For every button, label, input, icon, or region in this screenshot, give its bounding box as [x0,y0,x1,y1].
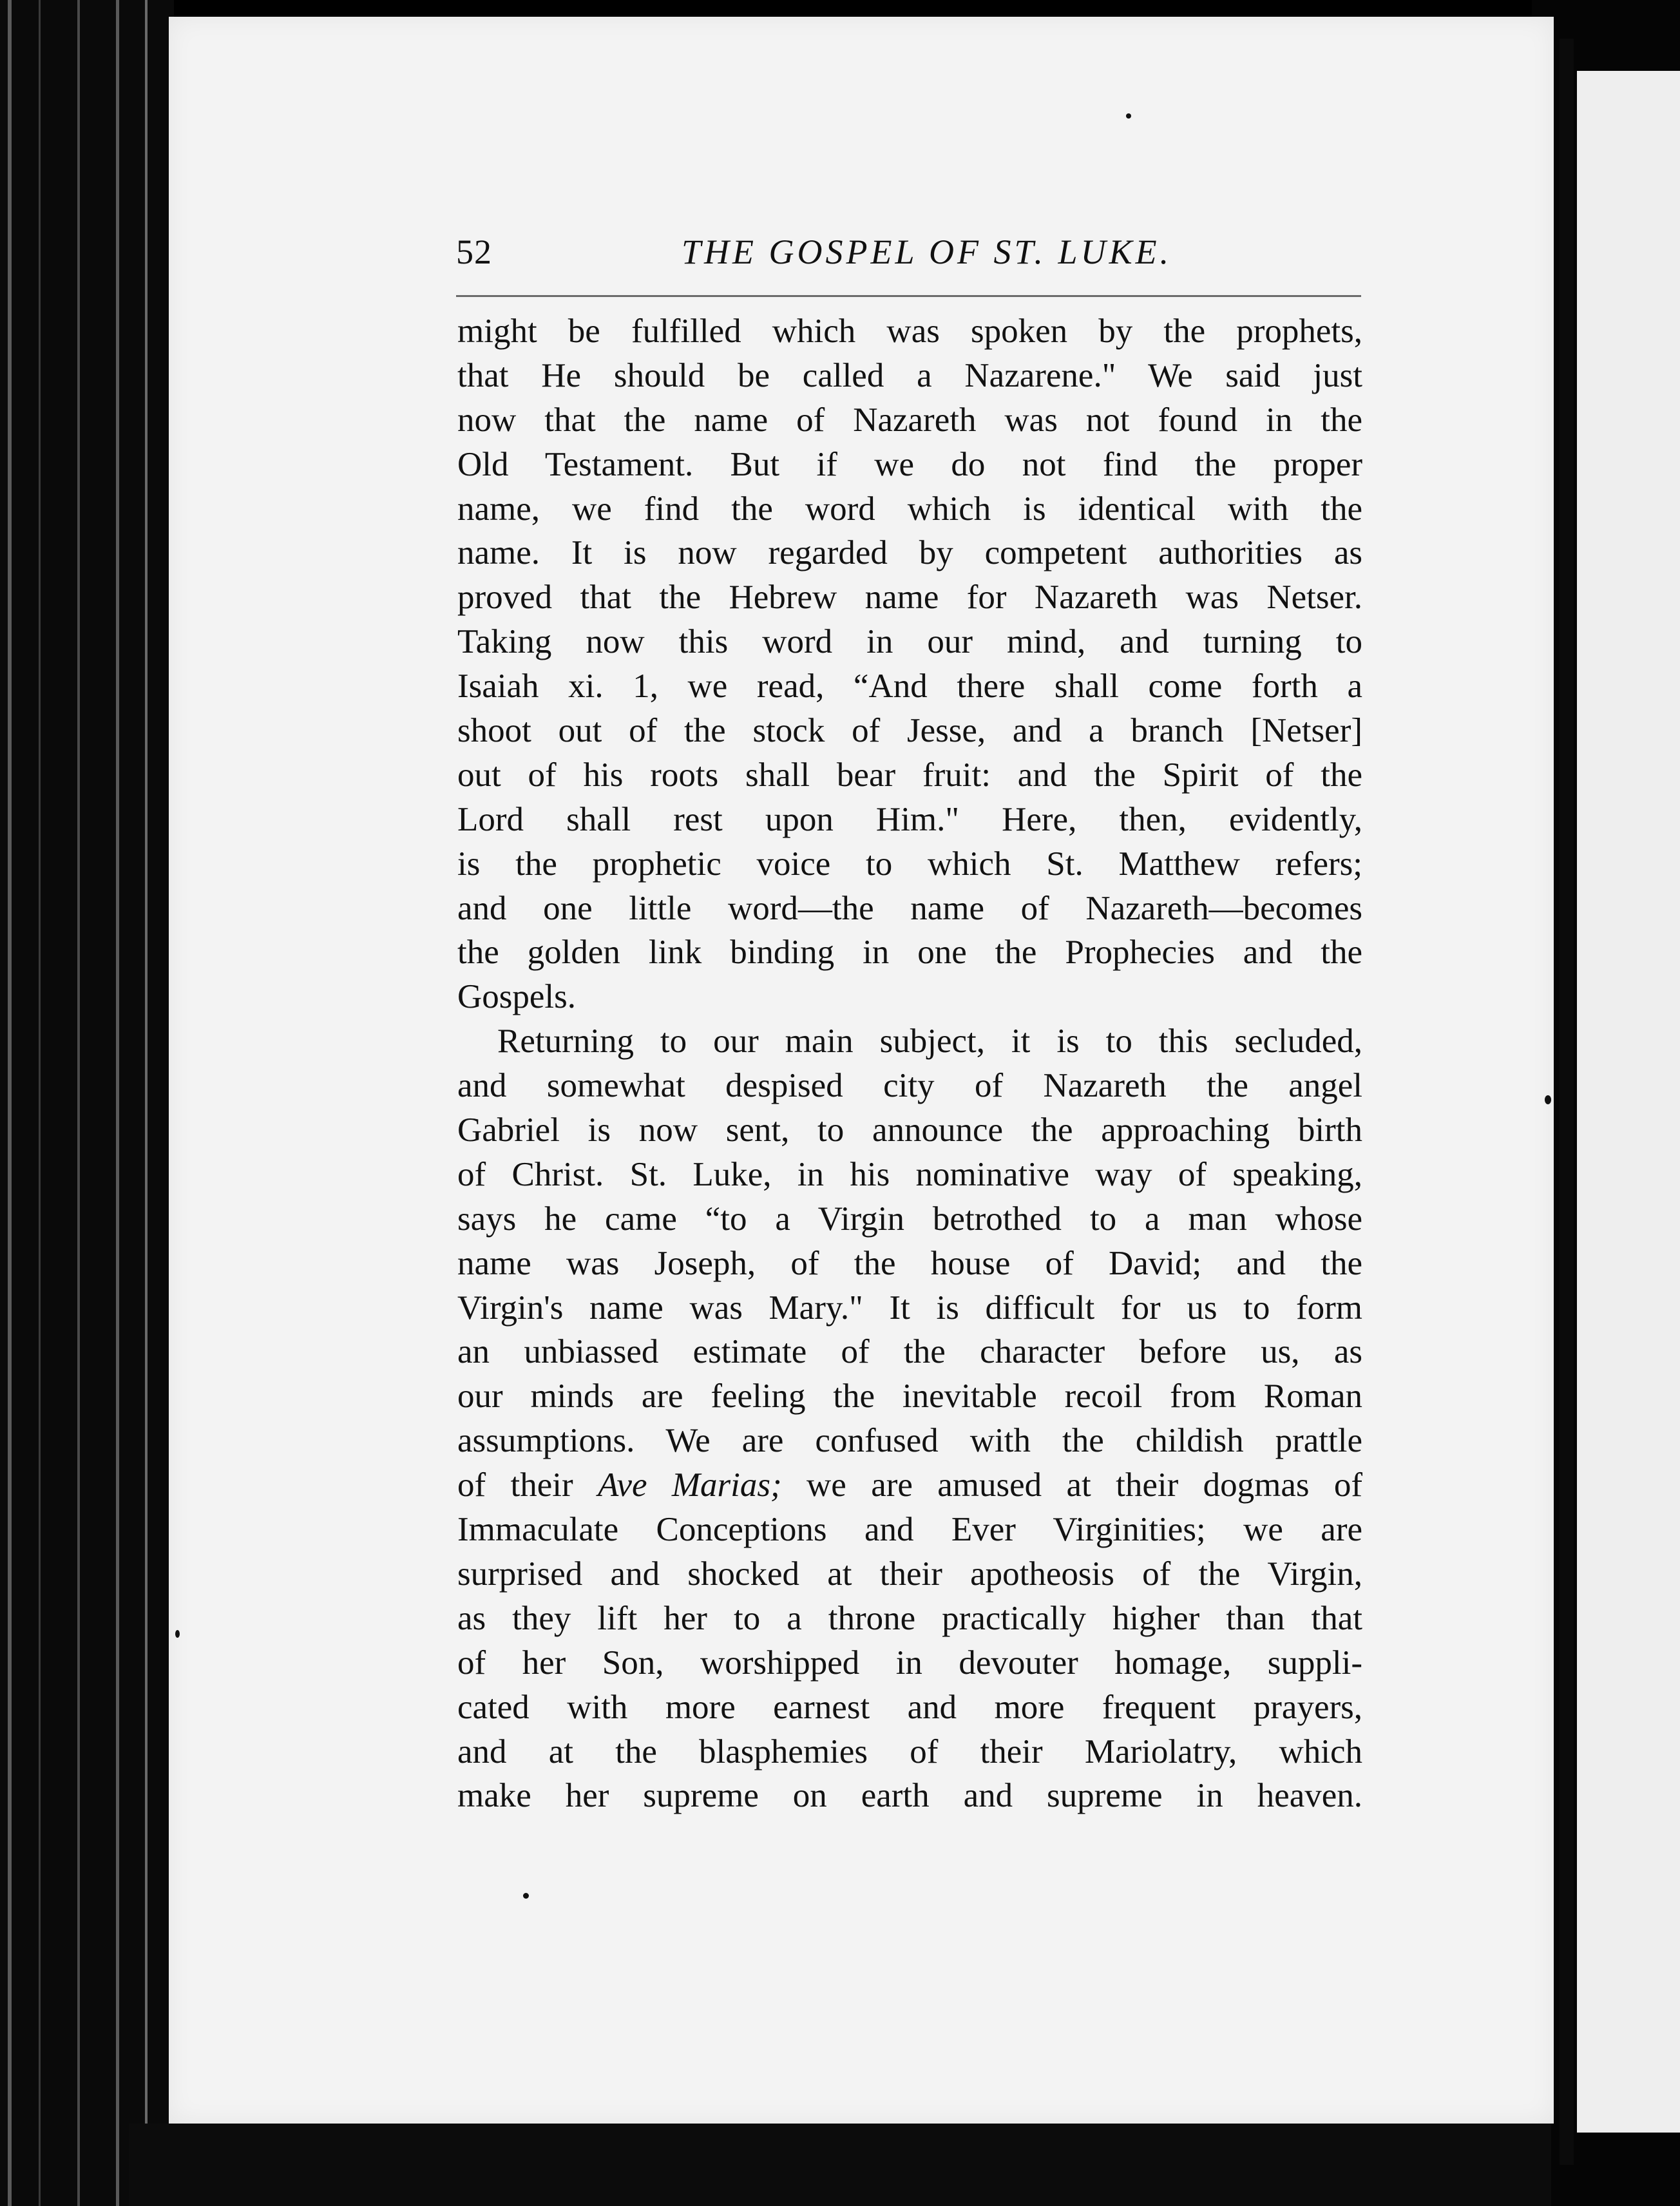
text-line: as they lift her to a throne practically higher than that [457,1599,1362,1637]
text-line: Isaiah xi. 1, we read, “And there shall come forth a [457,667,1362,705]
spine-edge-line [145,0,148,2206]
page-bottom-shadow [129,2124,1551,2206]
text-line: might be fulfilled which was spoken by the prophets, [457,312,1362,350]
text-line: Lord shall rest upon Him." Here, then, evidently, [457,800,1362,838]
spine-edge-line [77,0,80,2206]
text-line: Virgin's name was Mary." It is difficult for us to form [457,1289,1362,1327]
text-fragment: we are amused at their dogmas of [807,1466,1363,1504]
text-line: surprised and shocked at their apotheosis of the Virgin, [457,1555,1362,1593]
scan-speck [175,1630,180,1638]
body-text [457,309,1362,1818]
text-fragment: of their [457,1466,573,1504]
text-line: and somewhat despised city of Nazareth the angel [457,1067,1362,1105]
text-line-with-italic [457,1463,1362,1508]
text-line: that He should be called a Nazarene." We said just [457,356,1362,394]
text-line: and one little word—the name of Nazareth—becomes [457,889,1362,927]
text-line: and at the blasphemies of their Mariolatry, which [457,1732,1362,1770]
running-title: THE GOSPEL OF ST. LUKE. [682,233,1172,271]
text-line: is the prophetic voice to which St. Matthew refers; [457,845,1362,883]
text-line: name, we find the word which is identical with the [457,490,1362,528]
text-line: make her supreme on earth and supreme in heaven. [457,1777,1362,1815]
gutter-shadow [1560,39,1574,2165]
scan-speck [1545,1095,1551,1104]
text-line: assumptions. We are confused with the childish prattle [457,1422,1362,1460]
scan-speck [1126,113,1131,119]
spine-edge-line [39,0,41,2206]
book-spine [0,0,174,2206]
spine-edge-line [8,0,12,2206]
text-line: an unbiassed estimate of the character before us, as [457,1333,1362,1371]
text-line: of Christ. St. Luke, in his nominative way of speaking, [457,1155,1362,1193]
text-line: Taking now this word in our mind, and turning to [457,623,1362,661]
paragraph-end-line: Gospels. [457,978,577,1016]
text-line: now that the name of Nazareth was not found in the [457,401,1362,439]
paragraph-first-line: Returning to our main subject, it is to this secluded, [497,1022,1362,1060]
text-line: shoot out of the stock of Jesse, and a branch [Netser] [457,712,1362,750]
text-line: out of his roots shall bear fruit: and the Spirit of the [457,756,1362,794]
text-line: cated with more earnest and more frequent prayers, [457,1688,1362,1726]
spine-edge-line [116,0,119,2206]
text-line: the golden link binding in one the Prophecies and the [457,934,1362,972]
text-line: says he came “to a Virgin betrothed to a man whose [457,1200,1362,1238]
text-line: Old Testament. But if we do not find the proper [457,445,1362,483]
text-line: Immaculate Conceptions and Ever Virginities; we are [457,1511,1362,1549]
text-line: of her Son, worshipped in devouter homage, suppli- [457,1644,1362,1682]
text-line: name was Joseph, of the house of David; and the [457,1244,1362,1282]
text-line: name. It is now regarded by competent authorities as [457,534,1362,572]
running-head [456,225,1371,277]
text-line: proved that the Hebrew name for Nazareth was Netser. [457,579,1362,617]
text-line: Gabriel is now sent, to announce the approaching birth [457,1111,1362,1149]
italic-phrase: Ave Marias; [598,1466,782,1504]
text-line: our minds are feeling the inevitable recoil from Roman [457,1377,1362,1415]
header-rule [456,295,1361,297]
page-number: 52 [456,233,492,271]
scan-speck [523,1893,529,1899]
facing-page-edge [1577,71,1680,2133]
